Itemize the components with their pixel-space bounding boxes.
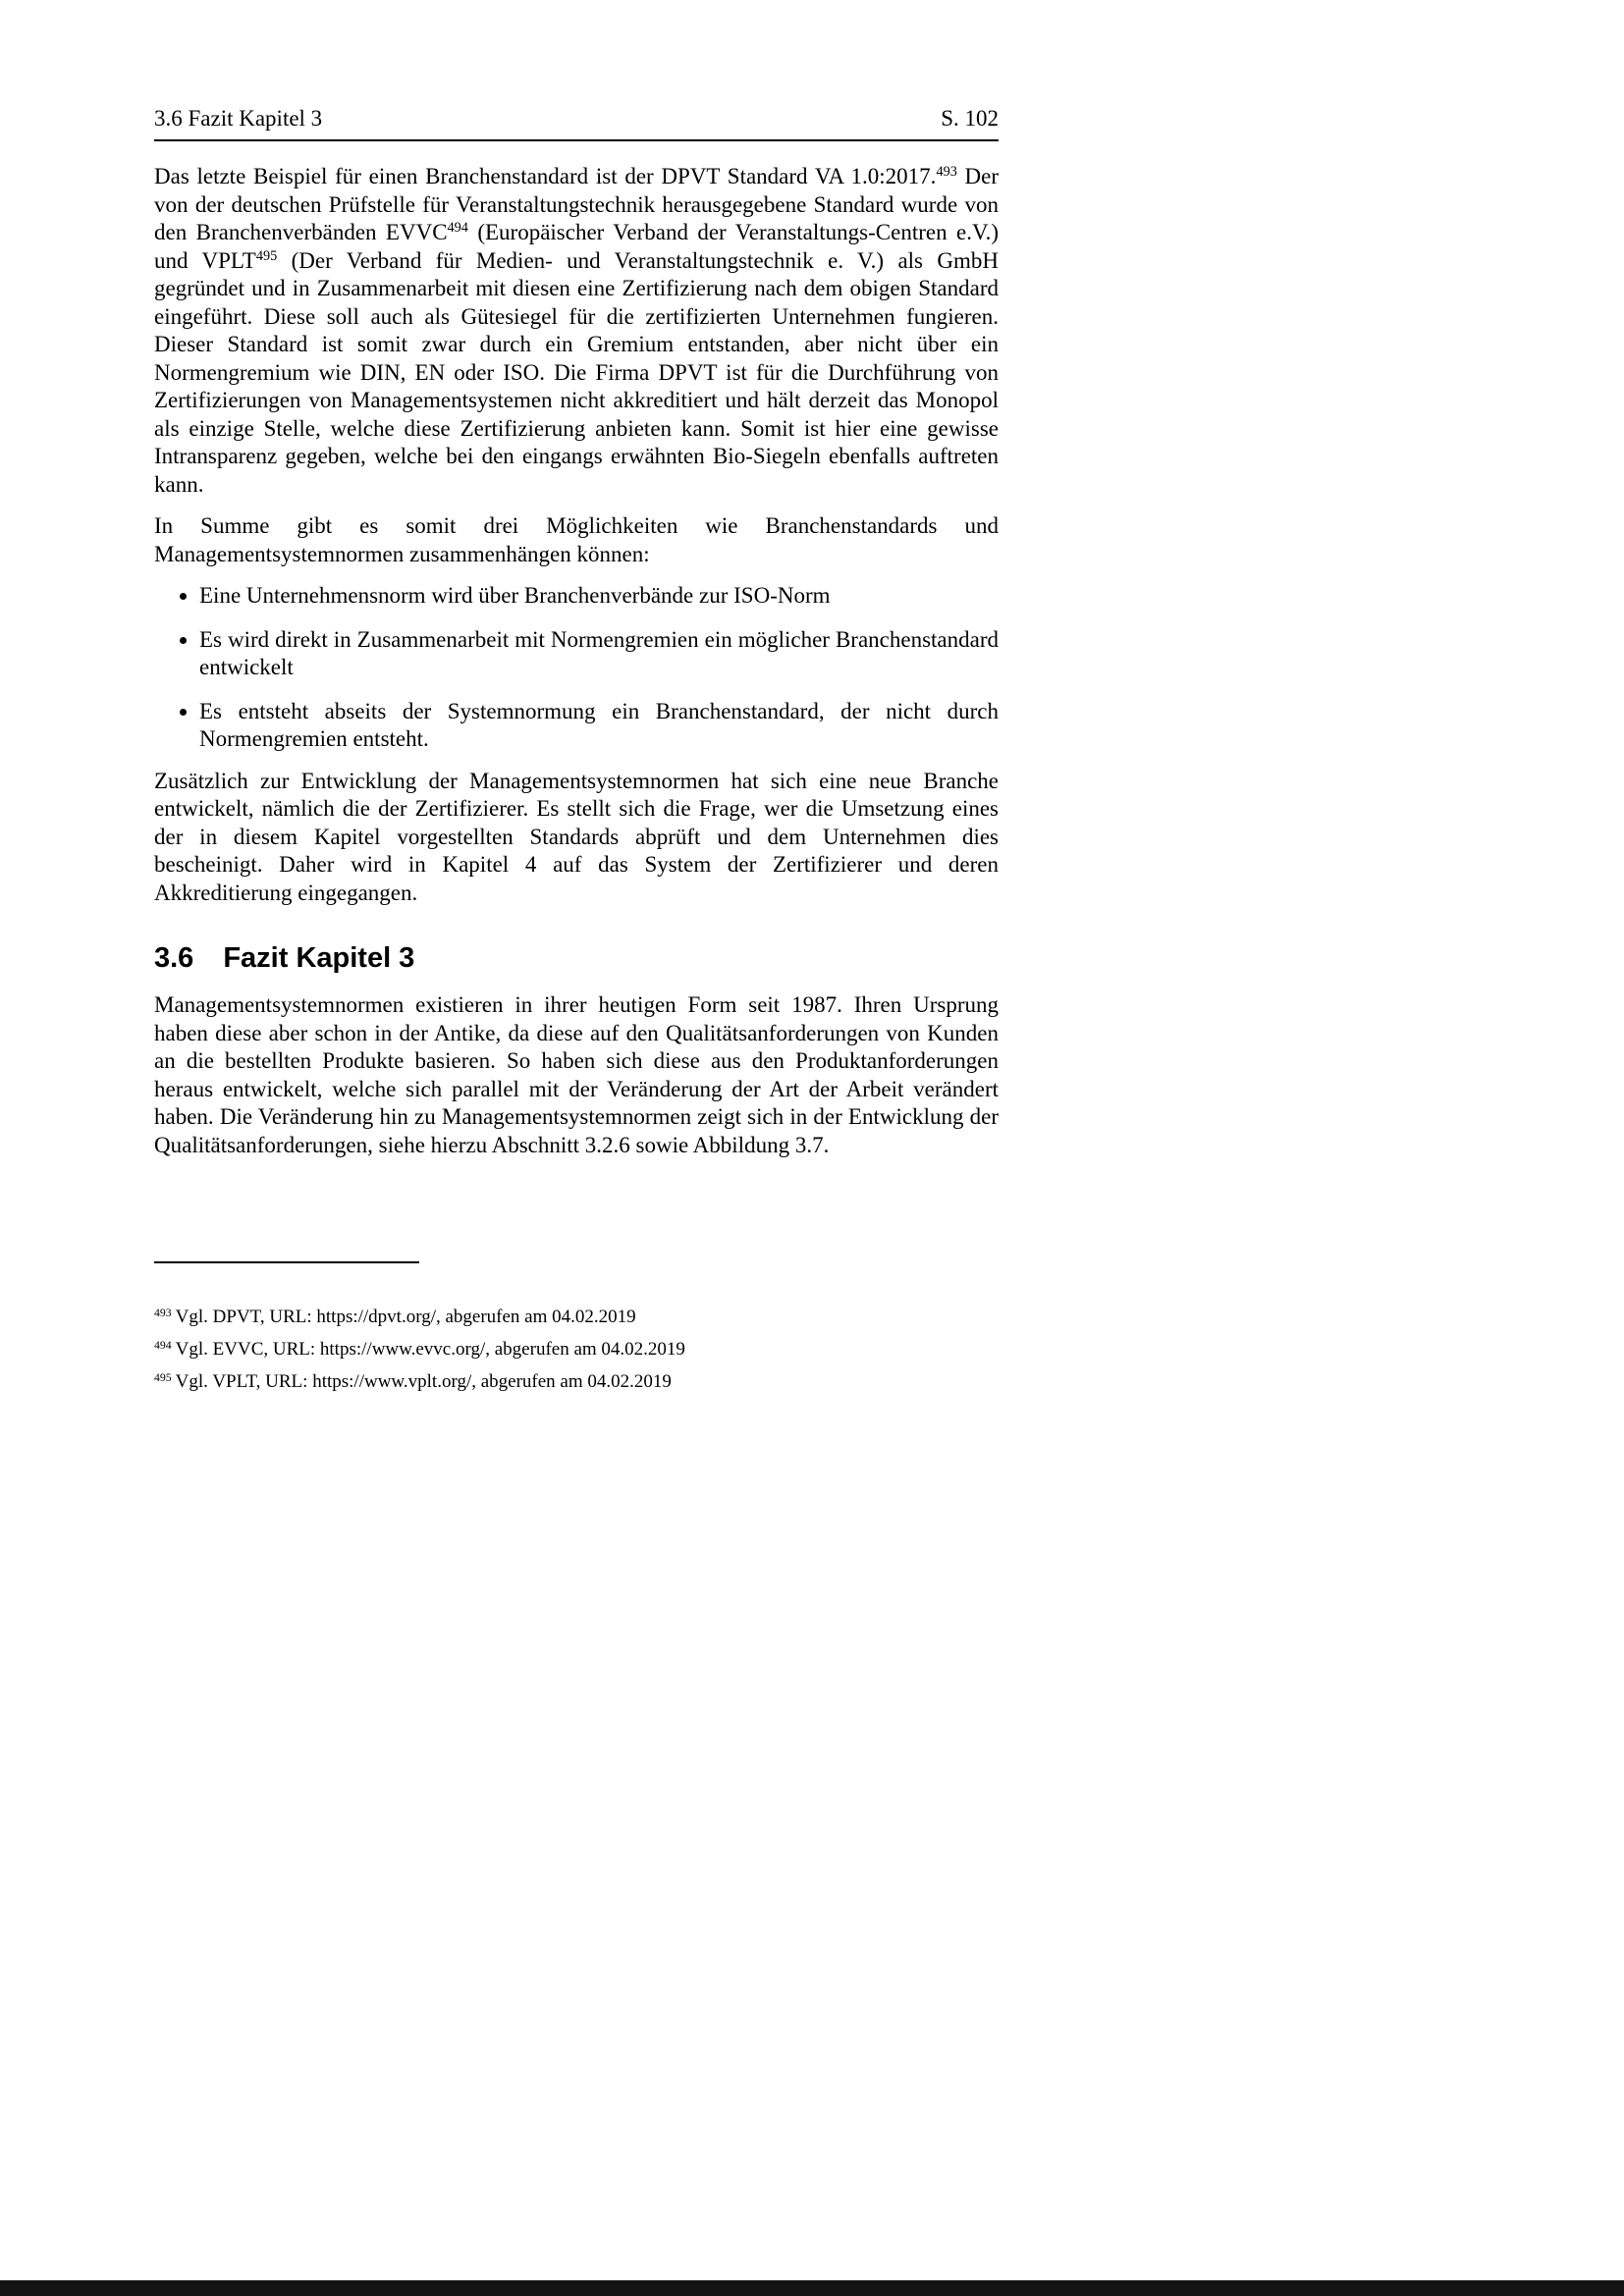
running-header-page-number: S. 102 <box>941 106 999 131</box>
footnote-495 <box>154 1365 999 1398</box>
section-heading <box>154 940 999 976</box>
page-content <box>154 106 999 1173</box>
bullet-item-zusammenarbeit-normengremien: • Es wird direkt in Zusammenarbeit mit Normengremien ein möglicher Branchenstandard entwickelt <box>199 626 999 682</box>
bullet-item-abseits-systemnormung: • Es entsteht abseits der Systemnormung ein Branchenstandard, der nicht durch Normengremien entsteht. <box>199 698 999 754</box>
footnote-reference: 495 <box>255 247 278 264</box>
running-header <box>154 106 999 141</box>
bullet-list <box>154 582 999 754</box>
footnote-separator-rule <box>154 1261 419 1263</box>
body-text <box>154 163 999 1159</box>
paragraph-branchenstandard-dpvt: Das letzte Beispiel für einen Branchenstandard ist der DPVT Standard VA 1.0:2017.$^{493}$ Der von der deutschen Prüfstelle für Veranstaltungstechnik herausgegebene Standard wurde von den Branchenverbänden EVVC$^{494}$ (Europäischer Verband der Veranstaltungs-Centren e.V.) und VPLT$^{495}$ (Der Verband für Medien- und Veranstaltungstechnik e. V.) als GmbH gegründet und in Zusammenarbeit mit diesen eine Zertifizierung nach dem obigen Standard eingeführt. Diese soll auch als Gütesiegel für die zertifizierten Unternehmen fungieren. Dieser Standard ist somit zwar durch ein Gremium entstanden, aber nicht über ein Normengremium wie DIN, EN oder ISO. Die Firma DPVT ist für die Durchführung von Zertifizierungen von Managementsystemen nicht akkreditiert und hält derzeit das Monopol als einzige Stelle, welche diese Zertifizierung anbieten kann. Somit ist hier eine gewisse Intransparenz gegeben, welche bei den eingangs erwähnten Bio-Siegeln ebenfalls auftreten kann. <box>154 164 1000 497</box>
section-heading-title: Fazit Kapitel 3 <box>223 942 415 974</box>
running-header-section: 3.6 Fazit Kapitel 3 <box>154 106 323 131</box>
section-heading-number: 3.6 <box>154 942 194 974</box>
footnote-text: Vgl. EVVC, URL: https://www.evvc.org/, abgerufen am 04.02.2019 <box>175 1339 685 1360</box>
footnote-text: Vgl. DPVT, URL: https://dpvt.org/, abgerufen am 04.02.2019 <box>175 1307 636 1327</box>
footnote-493 <box>154 1301 999 1333</box>
footnote-marker: 495 <box>154 1370 172 1384</box>
footnote-text: Vgl. VPLT, URL: https://www.vplt.org/, abgerufen am 04.02.2019 <box>175 1371 672 1392</box>
footnote-marker: 493 <box>154 1306 172 1319</box>
footnote-reference: 494 <box>447 220 468 237</box>
paragraph-fazit: Managementsystemnormen existieren in ihrer heutigen Form seit 1987. Ihren Ursprung haben diese aber schon in der Antike, da diese auf den Qualitätsanforderungen von Kunden an die bestellten Produkte basieren. So haben sich diese aus den Produktanforderungen heraus entwickelt, welche sich parallel mit der Veränderung der Art der Arbeit verändert haben. Die Veränderung hin zu Managementsystemnormen zeigt sich in der Entwicklung der Qualitätsanforderungen, siehe hierzu Abschnitt 3.2.6 sowie Abbildung 3.7. <box>154 992 999 1157</box>
paragraph-zertifizierer: Zusätzlich zur Entwicklung der Managementsystemnormen hat sich eine neue Branche entwickelt, nämlich die der Zertifizierer. Es stellt sich die Frage, wer die Umsetzung eines der in diesem Kapitel vorgestellten Standards abprüft und dem Unternehmen dies bescheinigt. Daher wird in Kapitel 4 auf das System der Zertifizierer und deren Akkreditierung eingegangen. <box>154 768 999 905</box>
paragraph-drei-moeglichkeiten: In Summe gibt es somit drei Möglichkeiten wie Branchenstandards und Managementsystemnormen zusammenhängen können: <box>154 513 999 566</box>
footnote-494 <box>154 1333 999 1365</box>
footnote-marker: 494 <box>154 1338 172 1352</box>
footnote-reference: 493 <box>936 164 957 181</box>
footnote-area <box>154 1261 999 1398</box>
bottom-edge-bar <box>0 2280 1624 2296</box>
bullet-item-unternehmensnorm: • Eine Unternehmensnorm wird über Branchenverbände zur ISO-Norm <box>199 582 999 611</box>
